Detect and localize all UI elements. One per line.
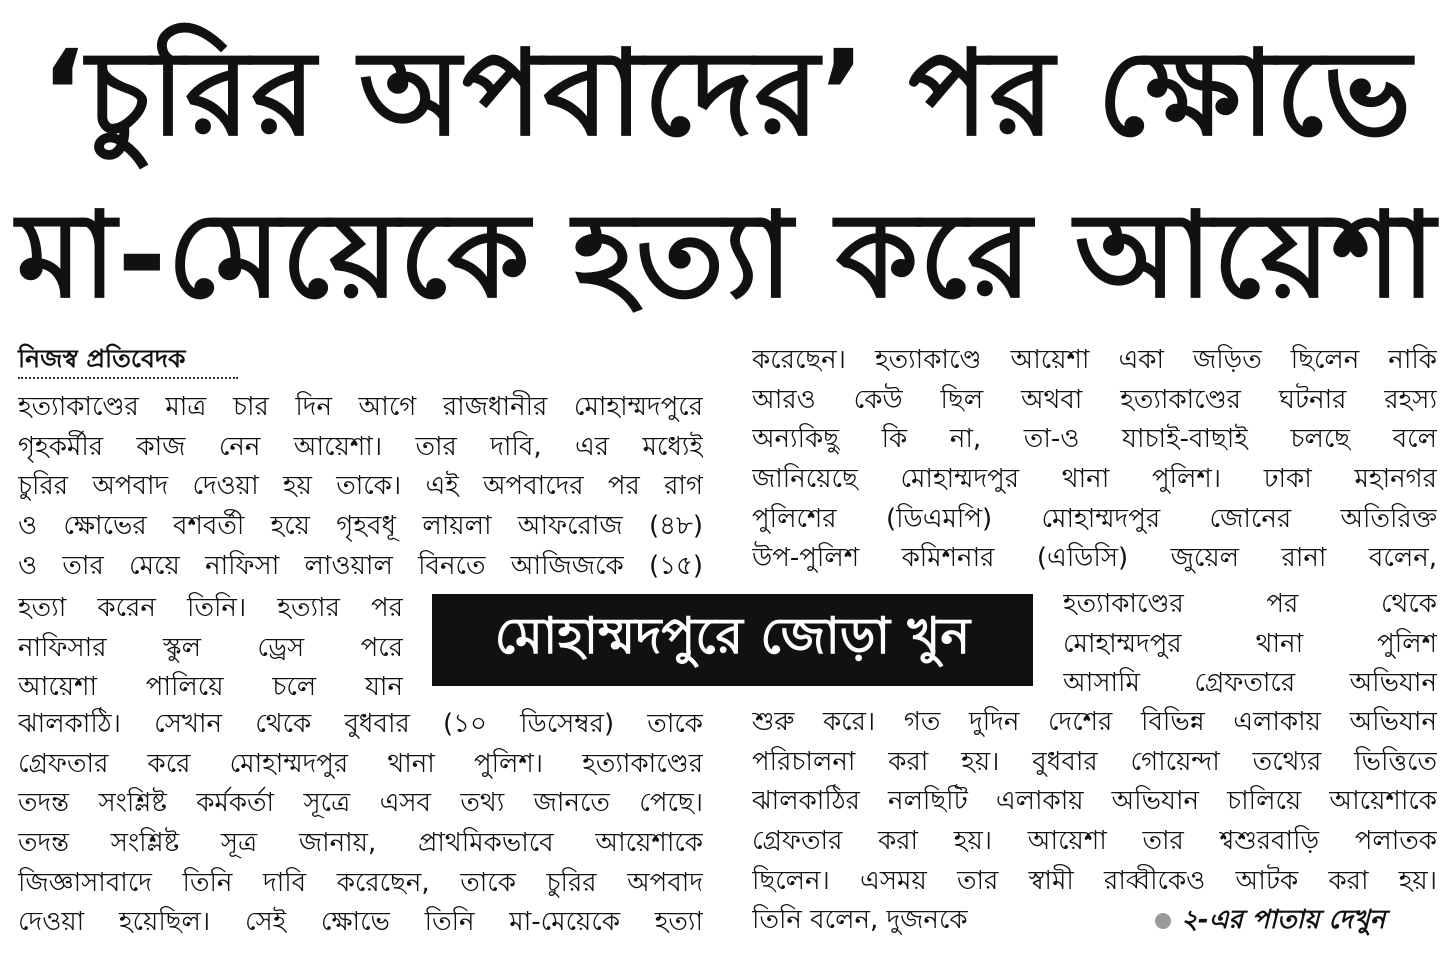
bullet-dot-icon	[1155, 913, 1171, 929]
text-line: হত্যা করেন তিনি। হত্যার পর	[18, 593, 403, 623]
text-line: পুলিশের (ডিএমপি) মোহাম্মদপুর জোনের অতিরিক্ত	[752, 503, 1437, 534]
highlight-box-text: মোহাম্মদপুরে জোড়া খুন	[494, 606, 971, 665]
text-line: ঝালকাঠি। সেখান থেকে বুধবার (১০ ডিসেম্বর) তাকে	[18, 709, 703, 739]
text-line: ও তার মেয়ে নাফিসা লাওয়াল বিনতে আজিজকে (১৫)	[18, 550, 703, 581]
headline-line-1: ‘চুরির অপবাদের’ পর ক্ষোভে	[40, 24, 1413, 162]
right-column-top	[752, 341, 1437, 579]
text-line: গ্রেফতার করা হয়। আয়েশা তার শ্বশুরবাড়ি পলাতক	[752, 826, 1437, 857]
text-line: চুরির অপবাদ দেওয়া হয় তাকে। এই অপবাদের পর রাগ	[18, 471, 703, 502]
text-line: মোহাম্মদপুর থানা পুলিশ	[1063, 628, 1437, 659]
text-line: আসামি গ্রেফতারে অভিযান	[1063, 668, 1437, 699]
text-line: আয়েশা পালিয়ে চলে যান	[18, 672, 403, 703]
text-line: জানিয়েছে মোহাম্মদপুর থানা পুলিশ। ঢাকা মহানগর	[752, 464, 1437, 495]
continued-note	[1155, 901, 1385, 941]
text-line: তিনি বলেন, দুজনকে	[752, 905, 968, 936]
text-line: ও ক্ষোভের বশবর্তী হয়ে গৃহবধূ লায়লা আফরোজ (৪৮)	[18, 511, 703, 542]
left-column-wrap	[18, 589, 403, 708]
text-line: অন্যকিছু কি না, তা-ও যাচাই-বাছাই চলছে বলে	[752, 424, 1437, 455]
text-line: গৃহকর্মীর কাজ নেন আয়েশা। তার দাবি, এর মধ্যেই	[18, 431, 703, 462]
text-line: জিজ্ঞাসাবাদে তিনি দাবি করেছেন, তাকে চুরির অপবাদ	[18, 867, 703, 898]
text-line: উপ-পুলিশ কমিশনার (এডিসি) জুয়েল রানা বলেন,	[752, 543, 1437, 574]
text-line: ঝালকাঠির নলছিটি এলাকায় অভিযান চালিয়ে আয়েশাকে	[752, 786, 1437, 817]
text-line: আরও কেউ ছিল অথবা হত্যাকাণ্ডের ঘটনার রহস্য	[752, 384, 1437, 415]
text-line: ছিলেন। এসময় তার স্বামী রাব্বীকেও আটক করা হয়।	[752, 865, 1437, 896]
left-column-top	[18, 388, 703, 586]
headline-line-2: মা-মেয়েকে হত্যা করে আয়েশা	[16, 186, 1437, 324]
text-line: তদন্ত সংশ্লিষ্ট কর্মকর্তা সূত্রে এসব তথ্য জানতে পেছে।	[18, 788, 703, 819]
continued-note-text: ২-এর পাতায় দেখুন	[1181, 905, 1386, 935]
text-line: পরিচালনা করা হয়। বুধবার গোয়েন্দা তথ্যের ভিত্তিতে	[752, 746, 1437, 777]
text-line: নাফিসার স্কুল ড্রেস পরে	[18, 632, 403, 663]
text-line: হত্যাকাণ্ডের মাত্র চার দিন আগে রাজধানীর মোহাম্মদপুরে	[18, 392, 703, 422]
highlight-box	[432, 594, 1033, 686]
text-line: করেছেন। হত্যাকাণ্ডে আয়েশা একা জড়িত ছিলেন নাকি	[752, 345, 1437, 375]
right-column-wrap	[1063, 585, 1437, 704]
text-line: হত্যাকাণ্ডের পর থেকে	[1063, 589, 1437, 619]
text-line: গ্রেফতার করে মোহাম্মদপুর থানা পুলিশ। হত্যাকাণ্ডের	[18, 748, 703, 779]
text-line: শুরু করে। গত দুদিন দেশের বিভিন্ন এলাকায় অভিযান	[752, 707, 1437, 737]
text-line: দেওয়া হয়েছিল। সেই ক্ষোভে তিনি মা-মেয়েকে হত্যা	[18, 907, 703, 938]
left-column-bottom	[18, 705, 703, 943]
byline: নিজস্ব প্রতিবেদক	[18, 343, 238, 379]
text-line: তদন্ত সংশ্লিষ্ট সূত্র জানায়, প্রাথমিকভাবে আয়েশাকে	[18, 828, 703, 859]
